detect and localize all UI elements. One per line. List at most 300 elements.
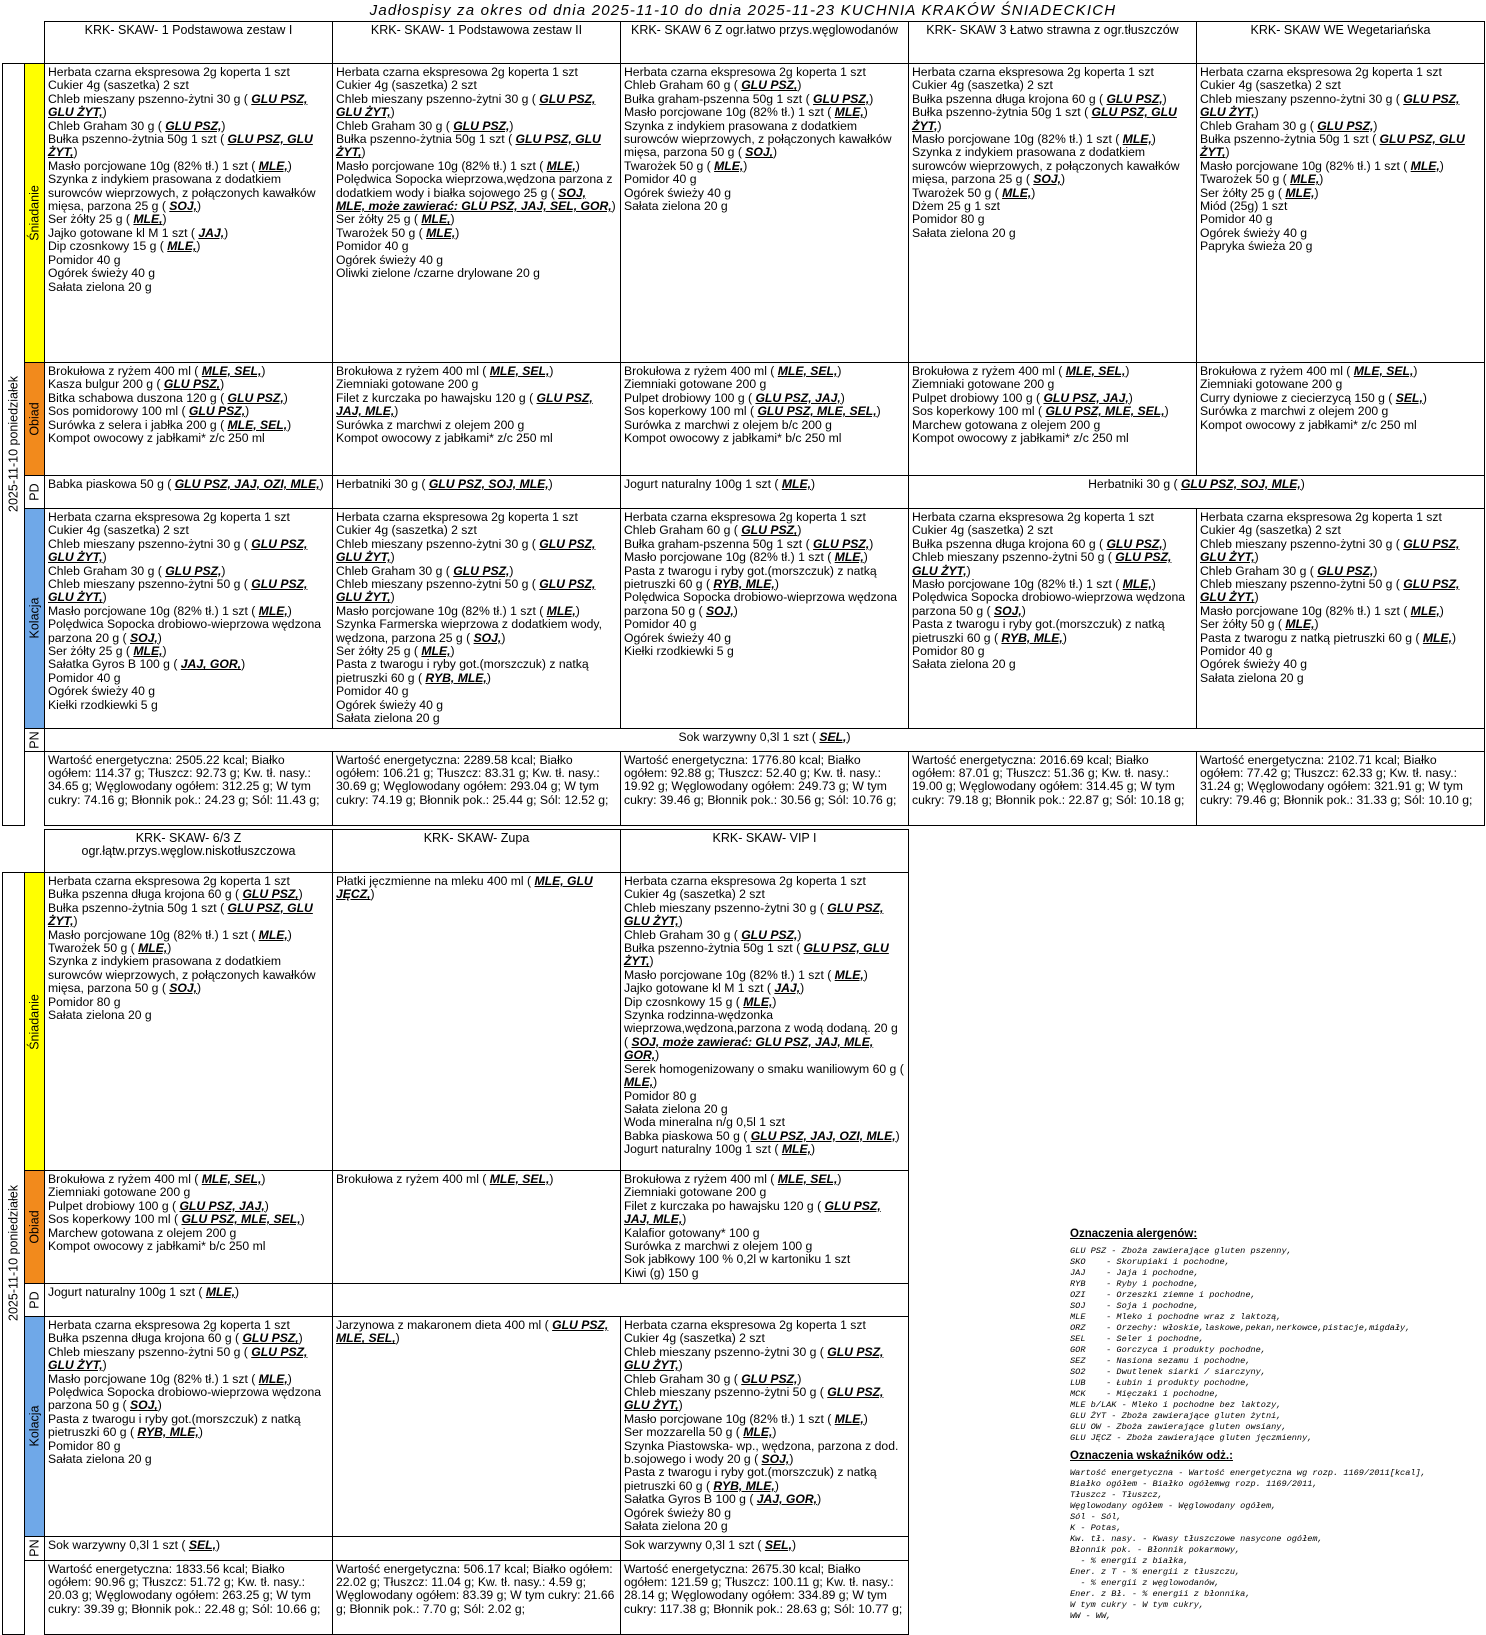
menu-item-close: ) [810, 477, 816, 491]
menu-item-text: Sałata zielona 20 g [1200, 670, 1304, 685]
indicators-legend-list [1070, 1468, 1480, 1622]
allergen-codes: MLE, [743, 1425, 773, 1440]
menu-item [624, 79, 905, 92]
allergen-codes: GLU PSZ, [813, 91, 870, 106]
allergen-codes: GLU PSZ, GLU ŻYT, [912, 550, 1172, 578]
menu-item-close: ) [450, 212, 455, 227]
menu-item-close: ) [773, 145, 778, 160]
menu-item [48, 93, 329, 120]
legend-line: WW - WW, [1070, 1611, 1112, 1621]
menu-item-close: ) [287, 417, 292, 432]
menu-item-text: Chleb mieszany pszenno-żytni 30 g ( [48, 91, 252, 106]
allergen-codes: GLU PSZ, JAJ, [179, 1198, 265, 1213]
legend-line: Węglowodany ogółem - Węglowodany ogółem, [1070, 1501, 1277, 1511]
allergen-codes: SOJ, może zawierać: GLU PSZ, JAJ, MLE, GOR, [624, 1034, 874, 1063]
menu-item-close: ) [966, 563, 971, 578]
menu-item-text: Jogurt naturalny 100g 1 szt ( [48, 1285, 206, 1299]
menu-item [336, 79, 617, 92]
menu-item [912, 645, 1193, 658]
menu-item [48, 996, 329, 1009]
legend-line: MLE - Mleko i pochodne wraz z laktozą, [1070, 1312, 1282, 1322]
allergen-codes: GLU PSZ, [1106, 91, 1163, 106]
menu-item-text: Szynka Piastowska- wp., wędzona, parzona z dod. b.sojowego i wody 20 g ( [624, 1438, 899, 1467]
menu-item-text: Chleb mieszany pszenno-żytni 50 g ( [336, 577, 540, 592]
menu-item [1200, 524, 1481, 537]
menu-item-text: Ogórek świeży 40 g [624, 185, 732, 200]
menu-item-text: Masło porcjowane 10g (82% tł.) 1 szt ( [48, 603, 259, 618]
legend-line: OZI - Orzeszki ziemne i pochodne, [1070, 1290, 1256, 1300]
menu-item-close: ) [390, 590, 395, 605]
menu-item-text: Herbatniki 30 g ( [1088, 477, 1181, 491]
menu-item-text: Masło porcjowane 10g (82% tł.) 1 szt ( [624, 105, 835, 120]
menu-item-text: Sałata zielona 20 g [336, 711, 440, 726]
menu-item [912, 93, 1193, 106]
menu-item [336, 365, 617, 378]
menu-item-close: ) [261, 364, 266, 378]
menu-item [1200, 658, 1481, 671]
allergen-codes: RYB, MLE, [425, 670, 487, 685]
menu-item [624, 929, 905, 942]
allergen-codes: SEL, [819, 729, 847, 744]
menu-item-text: Babka piaskowa 50 g ( [48, 477, 175, 491]
allergen-codes: GLU PSZ, [165, 563, 222, 578]
menu-cell [45, 1284, 333, 1317]
menu-item-text: Pomidor 40 g [1200, 644, 1273, 659]
allergens-legend-title: Oznaczenia alergenów: [1070, 1228, 1198, 1240]
menu-item [624, 365, 905, 378]
legend-line: - % energii z białka, [1070, 1556, 1189, 1566]
menu-item [624, 392, 905, 405]
menu-item [48, 888, 329, 901]
menu-item [336, 605, 617, 618]
menu-item [624, 996, 905, 1009]
menu-item [336, 1319, 617, 1346]
menu-item-text: Brokułowa z ryżem 400 ml ( [1200, 364, 1354, 378]
menu-item [912, 146, 1193, 186]
menu-item-close: ) [157, 1398, 162, 1413]
menu-item-text: Filet z kurczaka po hawajsku 120 g ( [336, 390, 537, 405]
menu-item-close: ) [509, 118, 514, 133]
menu-item-close: ) [198, 1425, 203, 1440]
allergen-codes: MLE, [421, 644, 451, 659]
menu-item [624, 432, 905, 445]
allergen-codes: GLU PSZ, MLE, SEL, [1045, 404, 1165, 419]
menu-item-text: Chleb mieszany pszenno-żytni 30 g ( [336, 536, 540, 551]
menu-item-text: Brokułowa z ryżem 400 ml ( [912, 364, 1066, 378]
meal-label-obiad: Obiad [25, 1171, 45, 1284]
menu-item-close: ) [575, 158, 580, 173]
legend-line: Błonnik pok. - Błonnik pokarmowy, [1070, 1545, 1241, 1555]
menu-item-text: Pulpet drobiowy 100 g ( [48, 1198, 180, 1213]
menu-item-text: Bułka pszenna długa krojona 60 g ( [48, 1331, 243, 1346]
menu-item-text: Surówka z marchwi z olejem 200 g [336, 417, 525, 432]
menu-item-close: ) [678, 1398, 683, 1413]
menu-item-text: Kiełki rzodkiewki 5 g [624, 644, 734, 659]
menu-item-text: Sałata zielona 20 g [48, 1008, 152, 1023]
menu-item-close: ) [817, 1492, 822, 1507]
menu-item-text: Chleb mieszany pszenno-żytni 30 g ( [624, 900, 828, 915]
menu-item-close: ) [102, 590, 107, 605]
allergen-codes: MLE, [624, 1075, 654, 1090]
menu-item-close: ) [215, 1537, 221, 1552]
menu-item-close: ) [370, 887, 375, 902]
menu-item-close: ) [394, 404, 399, 419]
diet-header: KRK- SKAW- 6/3 Z ogr.łątw.przys.węglow.niskotłuszczowa [45, 830, 333, 873]
menu-item-text: Ziemniaki gotowane 200 g [48, 1185, 191, 1200]
menu-item [624, 1253, 905, 1266]
menu-item-text: Bułka pszenno-żytnia 50g 1 szt ( [48, 132, 228, 147]
menu-item [48, 432, 329, 445]
menu-item-close: ) [1439, 158, 1444, 173]
meal-label-pn: PN [25, 728, 45, 751]
menu-item-text: Twarożek 50 g ( [336, 225, 427, 240]
menu-item-text: Sok warzywny 0,3l 1 szt ( [624, 1537, 765, 1552]
allergen-codes: MLE, [834, 550, 864, 565]
menu-item [624, 1386, 905, 1413]
menu-item-text: Pasta z twarogu i ryby got.(morszczuk) z natką pietruszki 60 g ( [48, 1411, 301, 1440]
menu-item [624, 1130, 905, 1143]
menu-item-text: Kompot owocowy z jabłkami* z/c 250 ml [48, 431, 265, 446]
menu-item [48, 419, 329, 432]
allergen-codes: JAJ, GOR, [180, 657, 242, 672]
menu-item-close: ) [1062, 630, 1067, 645]
menu-item-text: Polędwica Sopocka wieprzowa,wędzona parzona z dodatkiem wody i białka sojowego 25 g ( [336, 172, 613, 200]
allergen-codes: MLE, [1285, 617, 1315, 632]
menu-item-close: ) [869, 536, 874, 551]
menu-item [48, 365, 329, 378]
menu-item-text: Herbata czarna ekspresowa 2g koperta 1 szt [1200, 510, 1442, 524]
menu-item-text: Ogórek świeży 40 g [1200, 657, 1308, 672]
menu-item-close: ) [197, 199, 202, 214]
menu-item-text: Sok warzywny 0,3l 1 szt ( [48, 1537, 189, 1552]
menu-item-text: Szynka z indykiem prasowana z dodatkiem surowców wieprzowych, z połączonych kawałków mięsa, parzona 25 g ( [912, 145, 1180, 187]
menu-item-text: Pulpet drobiowy 100 g ( [912, 390, 1044, 405]
date-label: 2025-11-10 poniedziałek [3, 64, 25, 826]
menu-item-text: Pomidor 80 g [624, 1088, 697, 1103]
menu-item [48, 267, 329, 280]
menu-cell [621, 1536, 909, 1560]
legend-line: RYB - Ryby i pochodne, [1070, 1279, 1199, 1289]
menu-item-text: Bułka pszenno-żytnia 50g 1 szt ( [1200, 132, 1380, 147]
menu-cell [45, 728, 1485, 751]
menu-item-text: Twarożek 50 g ( [1200, 172, 1291, 187]
allergen-codes: MLE, [1410, 603, 1440, 618]
menu-item-text: Chleb mieszany pszenno-żytni 30 g ( [624, 1344, 828, 1359]
menu-item [1200, 632, 1481, 645]
menu-cell [333, 64, 621, 363]
menu-item-text: Ser mozzarella 50 g ( [624, 1425, 744, 1440]
menu-item-text: Brokułowa z ryżem 400 ml ( [624, 364, 778, 378]
menu-item-text: Kompot owocowy z jabłkami* b/c 250 ml [48, 1239, 266, 1254]
menu-item-text: Cukier 4g (saszetka) 2 szt [912, 523, 1053, 538]
allergen-codes: RYB, MLE, [137, 1425, 199, 1440]
menu-item-close: ) [797, 1371, 802, 1386]
menu-item [624, 1332, 905, 1345]
allergen-codes: GLU PSZ, [165, 118, 222, 133]
legend-line: K - Potas, [1070, 1523, 1122, 1533]
allergen-codes: MLE, [258, 158, 288, 173]
page-title: Jadłospisy za okres od dnia 2025-11-10 do dnia 2025-11-23 KUCHNIA KRAKÓW ŚNIADECKICH [369, 2, 1117, 19]
menu-item [912, 227, 1193, 240]
menu-item [912, 419, 1193, 432]
menu-item-text: Brokułowa z ryżem 400 ml ( [336, 364, 490, 378]
menu-item-text: Masło porcjowane 10g (82% tł.) 1 szt ( [912, 132, 1123, 147]
menu-item-text: Kompot owocowy z jabłkami* z/c 250 ml [336, 431, 553, 446]
menu-item-close: ) [840, 390, 845, 405]
menu-item-text: Marchew gotowana z olejem 200 g [48, 1225, 237, 1240]
menu-cell [333, 509, 621, 729]
allergen-codes: GLU PSZ, GLU ŻYT, [1200, 91, 1460, 120]
allergen-codes: MLE, [1422, 630, 1452, 645]
menu-item-close: ) [157, 630, 162, 645]
menu-item-close: ) [863, 967, 868, 982]
allergen-codes: MLE, [834, 967, 864, 982]
legend-line: GLU OW - Zboża zawierające gluten owsiany, [1070, 1422, 1287, 1432]
menu-item [48, 685, 329, 698]
menu-item-text: Chleb mieszany pszenno-żytni 30 g ( [336, 91, 540, 106]
menu-item-close: ) [1422, 390, 1427, 405]
menu-cell-empty [333, 1536, 621, 1560]
menu-item-close: ) [863, 550, 868, 565]
menu-item-close: ) [774, 577, 779, 592]
menu-item-close: ) [390, 105, 395, 120]
menu-item-close: ) [682, 1212, 687, 1227]
allergen-codes: GLU PSZ, GLU ŻYT, [624, 941, 889, 969]
allergen-codes: RYB, MLE, [713, 577, 775, 592]
menu-item-text: Sos pomidorowy 100 ml ( [48, 404, 189, 419]
menu-item [624, 565, 905, 592]
allergen-codes: GLU PSZ, JAJ, [755, 390, 841, 405]
menu-item [336, 524, 617, 537]
allergen-codes: SOJ, [169, 981, 198, 996]
menu-cell-empty [333, 1284, 909, 1317]
menu-item-close: ) [837, 1172, 842, 1186]
menu-item-text: Pasta z twarogu z natką pietruszki 60 g ( [1200, 630, 1423, 645]
allergen-codes: MLE, [1410, 158, 1440, 173]
menu-item-text: Surówka z marchwi z olejem b/c 200 g [624, 417, 832, 432]
menu-item-close: ) [162, 212, 167, 227]
allergen-codes: GLU PSZ, [1317, 563, 1374, 578]
menu-item-text: Cukier 4g (saszetka) 2 szt [336, 523, 477, 538]
menu-cell [333, 873, 621, 1171]
allergen-codes: GLU PSZ, GLU ŻYT, [48, 577, 308, 605]
menu-item-text: Masło porcjowane 10g (82% tł.) 1 szt ( [912, 577, 1123, 592]
menu-item [48, 213, 329, 226]
menu-item-text: Pomidor 80 g [48, 994, 121, 1009]
menu-item-text: Pomidor 80 g [912, 644, 985, 659]
allergen-codes: JAJ, [198, 225, 225, 240]
menu-item [912, 392, 1193, 405]
menu-item-close: ) [162, 644, 167, 659]
allergen-codes: MLE, SEL, [1353, 364, 1414, 378]
allergen-codes: MLE, SEL, [489, 1172, 550, 1186]
menu-item-text: Twarożek 50 g ( [48, 941, 139, 956]
menu-cell [621, 476, 909, 509]
menu-item [624, 160, 905, 173]
menu-item-text: Jajko gotowane kl M 1 szt ( [624, 981, 775, 996]
menu-item-text: Twarożek 50 g ( [912, 185, 1003, 200]
menu-item [624, 1346, 905, 1373]
nutrition-summary: Wartość energetyczna: 506.17 kcal; Białko ogółem: 22.02 g; Tłuszcz: 11.04 g; Kw. tł. nasy.: 4.59 g; Węglowodany ogółem: 83.39 g; W tym cukry: 21.66 g; Błonnik pok.: 7.70 g; Sól: 2.02 g; [333, 1560, 621, 1634]
menu-item-text: Brokułowa z ryżem 400 ml ( [336, 1172, 490, 1186]
menu-item-close: ) [863, 105, 868, 120]
menu-item-text: Pasta z twarogu i ryby got.(morszczuk) z natką pietruszki 60 g ( [624, 563, 877, 592]
menu-item [48, 478, 329, 491]
menu-item-close: ) [197, 981, 202, 996]
menu-item [624, 538, 905, 551]
diet-header: KRK- SKAW- 1 Podstawowa zestaw I [45, 22, 333, 64]
menu-item [48, 1286, 329, 1299]
allergen-codes: SOJ, MLE, może zawierać: GLU PSZ, JAJ, SEL, GOR, [336, 185, 612, 214]
menu-item-text: Ogórek świeży 40 g [1200, 225, 1308, 240]
menu-item-text: Pomidor 40 g [336, 239, 409, 254]
nutrition-summary: Wartość energetyczna: 2505.22 kcal; Białko ogółem: 114.37 g; Tłuszcz: 92.73 g; Kw. tł. nasy.: 34.65 g; Węglowodany ogółem: 312.25 g; W tym cukry: 74.16 g; Błonnik pok.: 24.23 g; Sól: 11.43 g; [45, 751, 333, 825]
menu-item [48, 1386, 329, 1413]
menu-item-text: Pomidor 40 g [48, 252, 121, 267]
legend-line: Ener. z Bł. - % energii z błonnika, [1070, 1589, 1251, 1599]
menu-item [624, 1426, 905, 1439]
menu-item [48, 645, 329, 658]
legend-line: GLU JĘCZ - Zboża zawierające gluten jęczmienny, [1070, 1433, 1313, 1443]
allergen-codes: MLE, [426, 225, 456, 240]
menu-item-close: ) [501, 630, 506, 645]
nutrition-summary: Wartość energetyczna: 1833.56 kcal; Białko ogółem: 90.96 g; Tłuszcz: 51.72 g; Kw. tł. nasy.: 20.03 g; Węglowodany ogółem: 263.25 g; W tym cukry: 39.39 g; Błonnik pok.: 22.48 g; Sól: 10.66 g; [45, 1560, 333, 1634]
menu-item-close: ) [1151, 132, 1156, 147]
menu-item-text: Bułka pszenno-żytnia 50g 1 szt ( [336, 132, 516, 147]
menu-item-close: ) [455, 225, 460, 240]
menu-cell [1197, 363, 1485, 476]
menu-item [624, 1063, 905, 1090]
menu-item [48, 942, 329, 955]
allergen-codes: MLE, [546, 158, 576, 173]
menu-item-close: ) [789, 1452, 794, 1467]
menu-item [912, 591, 1193, 618]
allergen-codes: GLU PSZ, GLU ŻYT, [1200, 536, 1460, 565]
menu-item [1200, 618, 1481, 631]
menu-item-text: Sałata zielona 20 g [48, 279, 152, 294]
menu-item [48, 1453, 329, 1466]
menu-item [1200, 538, 1481, 565]
menu-item-text: Pasta z twarogu i ryby got.(morszczuk) z natką pietruszki 60 g ( [624, 1465, 877, 1493]
menu-cell [621, 1317, 909, 1537]
allergen-codes: SOJ, [1033, 172, 1062, 187]
allergen-codes: GLU PSZ, MLE, SEL, [336, 1318, 609, 1346]
menu-item-close: ) [797, 523, 802, 538]
menu-item-close: ) [1021, 603, 1026, 618]
menu-item [48, 1539, 329, 1552]
nutrition-summary: Wartość energetyczna: 1776.80 kcal; Białko ogółem: 92.88 g; Tłuszcz: 52.40 g; Kw. tł. nasy.: 19.92 g; Węglowodany ogółem: 249.73 g; W tym cukry: 39.46 g; Błonnik pok.: 30.56 g; Sól: 10.76 g; [621, 751, 909, 825]
menu-item [48, 281, 329, 294]
menu-item-text: Chleb Graham 30 g ( [48, 563, 166, 578]
menu-item-text: Bułka pszenno-żytnia 50g 1 szt ( [48, 900, 228, 915]
diet-header: KRK- SKAW- VIP I [621, 830, 909, 873]
menu-item-text: Ogórek świeży 40 g [624, 630, 732, 645]
menu-item [912, 578, 1193, 591]
menu-item [1200, 405, 1481, 418]
allergen-codes: MLE, [138, 941, 168, 956]
menu-item [336, 93, 617, 120]
menu-item-close: ) [743, 158, 748, 173]
legend-line: Ener. z T - % energii z tłuszczu, [1070, 1567, 1241, 1577]
allergen-codes: MLE, [714, 158, 744, 173]
menu-item [48, 1413, 329, 1440]
menu-item [48, 160, 329, 173]
allergen-codes: GLU PSZ, GLU ŻYT, [48, 536, 308, 565]
menu-item [624, 1507, 905, 1520]
menu-item-text: Jogurt naturalny 100g 1 szt ( [624, 1142, 782, 1157]
menu-item-text: Polędwica Sopocka drobiowo-wieprzowa wędzona parzona 50 g ( [912, 590, 1186, 618]
menu-item-text: Cukier 4g (saszetka) 2 szt [48, 78, 189, 93]
allergen-codes: GLU PSZ, GLU ŻYT, [1200, 577, 1460, 605]
menu-cell [909, 363, 1197, 476]
allergen-codes: GLU PSZ, [242, 887, 299, 902]
menu-item-close: ) [549, 1172, 554, 1186]
menu-item-text: Surówka z marchwi z olejem 200 g [1200, 404, 1389, 419]
menu-item [1200, 378, 1481, 391]
nutrition-summary: Wartość energetyczna: 2675.30 kcal; Białko ogółem: 121.59 g; Tłuszcz: 100.11 g; Kw. tł. nasy.: 28.14 g; Węglowodany ogółem: 334.89 g; W tym cukry: 117.38 g; Błonnik pok.: 28.63 g; Sól: 10.77 g; [621, 1560, 909, 1634]
allergen-codes: GLU PSZ, GLU ŻYT, [624, 1385, 884, 1413]
menu-item [624, 1227, 905, 1240]
menu-item-text: Herbata czarna ekspresowa 2g koperta 1 szt [624, 874, 866, 888]
allergen-codes: GLU PSZ, GLU ŻYT, [912, 105, 1177, 133]
menu-item-text: Szynka Farmerska wieprzowa z dodatkiem wody, wędzona, parzona 25 g ( [336, 617, 602, 645]
indicators-legend-title: Oznaczenia wskaźników odż.: [1070, 1450, 1233, 1462]
menu-item-text: Herbata czarna ekspresowa 2g koperta 1 szt [624, 510, 866, 524]
legend-line: JAJ - Jaja i pochodne, [1070, 1268, 1199, 1278]
menu-cell [45, 1317, 333, 1537]
menu-item-close: ) [241, 657, 246, 672]
legend-line: Tłuszcz - Tłuszcz, [1070, 1490, 1163, 1500]
menu-item-text: Ogórek świeży 80 g [624, 1505, 732, 1520]
menu-item [912, 551, 1193, 578]
allergen-codes: MLE, [834, 1411, 864, 1426]
meal-label-sniadanie: Śniadanie [25, 64, 45, 363]
menu-item-close: ) [1439, 603, 1444, 618]
allergen-codes: GLU PSZ, GLU ŻYT, [624, 1344, 884, 1373]
menu-item-text: Masło porcjowane 10g (82% tł.) 1 szt ( [624, 967, 835, 982]
menu-item-close: ) [102, 550, 107, 565]
allergen-codes: GLU PSZ, [453, 118, 510, 133]
menu-item [624, 1103, 905, 1116]
menu-item [336, 432, 617, 445]
menu-item-text: Miód (25g) 1 szt [1200, 199, 1288, 214]
menu-item [624, 1090, 905, 1103]
allergen-codes: MLE, SEL, [201, 364, 262, 378]
menu-item [912, 511, 1193, 524]
menu-item-close: ) [1031, 185, 1036, 200]
allergen-codes: GLU PSZ, [188, 404, 246, 419]
menu-item-close: ) [797, 78, 802, 93]
menu-item-close: ) [234, 1285, 240, 1299]
menu-item [912, 365, 1193, 378]
menu-item-text: Sałata zielona 20 g [48, 1452, 152, 1467]
menu-item [624, 1143, 905, 1156]
menu-item-text: Herbata czarna ekspresowa 2g koperta 1 szt [624, 65, 866, 79]
allergen-codes: MLE, [258, 1371, 288, 1386]
menu-item-text: Sałatka Gyros B 100 g ( [48, 657, 181, 672]
menu-item [336, 645, 617, 658]
menu-item [48, 66, 329, 79]
menu-table-1 [2, 21, 1485, 826]
menu-item-text: Pulpet drobiowy 100 g ( [624, 390, 756, 405]
menu-item [336, 419, 617, 432]
menu-item-text: Sok jabłkowy 100 % 0,2l w kartoniku 1 szt [624, 1252, 851, 1267]
menu-item-text: Pomidor 40 g [624, 617, 697, 632]
allergen-codes: GLU PSZ, SOJ, MLE, [428, 477, 549, 491]
menu-item-text: Dip czosnkowy 15 g ( [48, 239, 168, 254]
menu-item [912, 378, 1193, 391]
menu-item [624, 1466, 905, 1493]
